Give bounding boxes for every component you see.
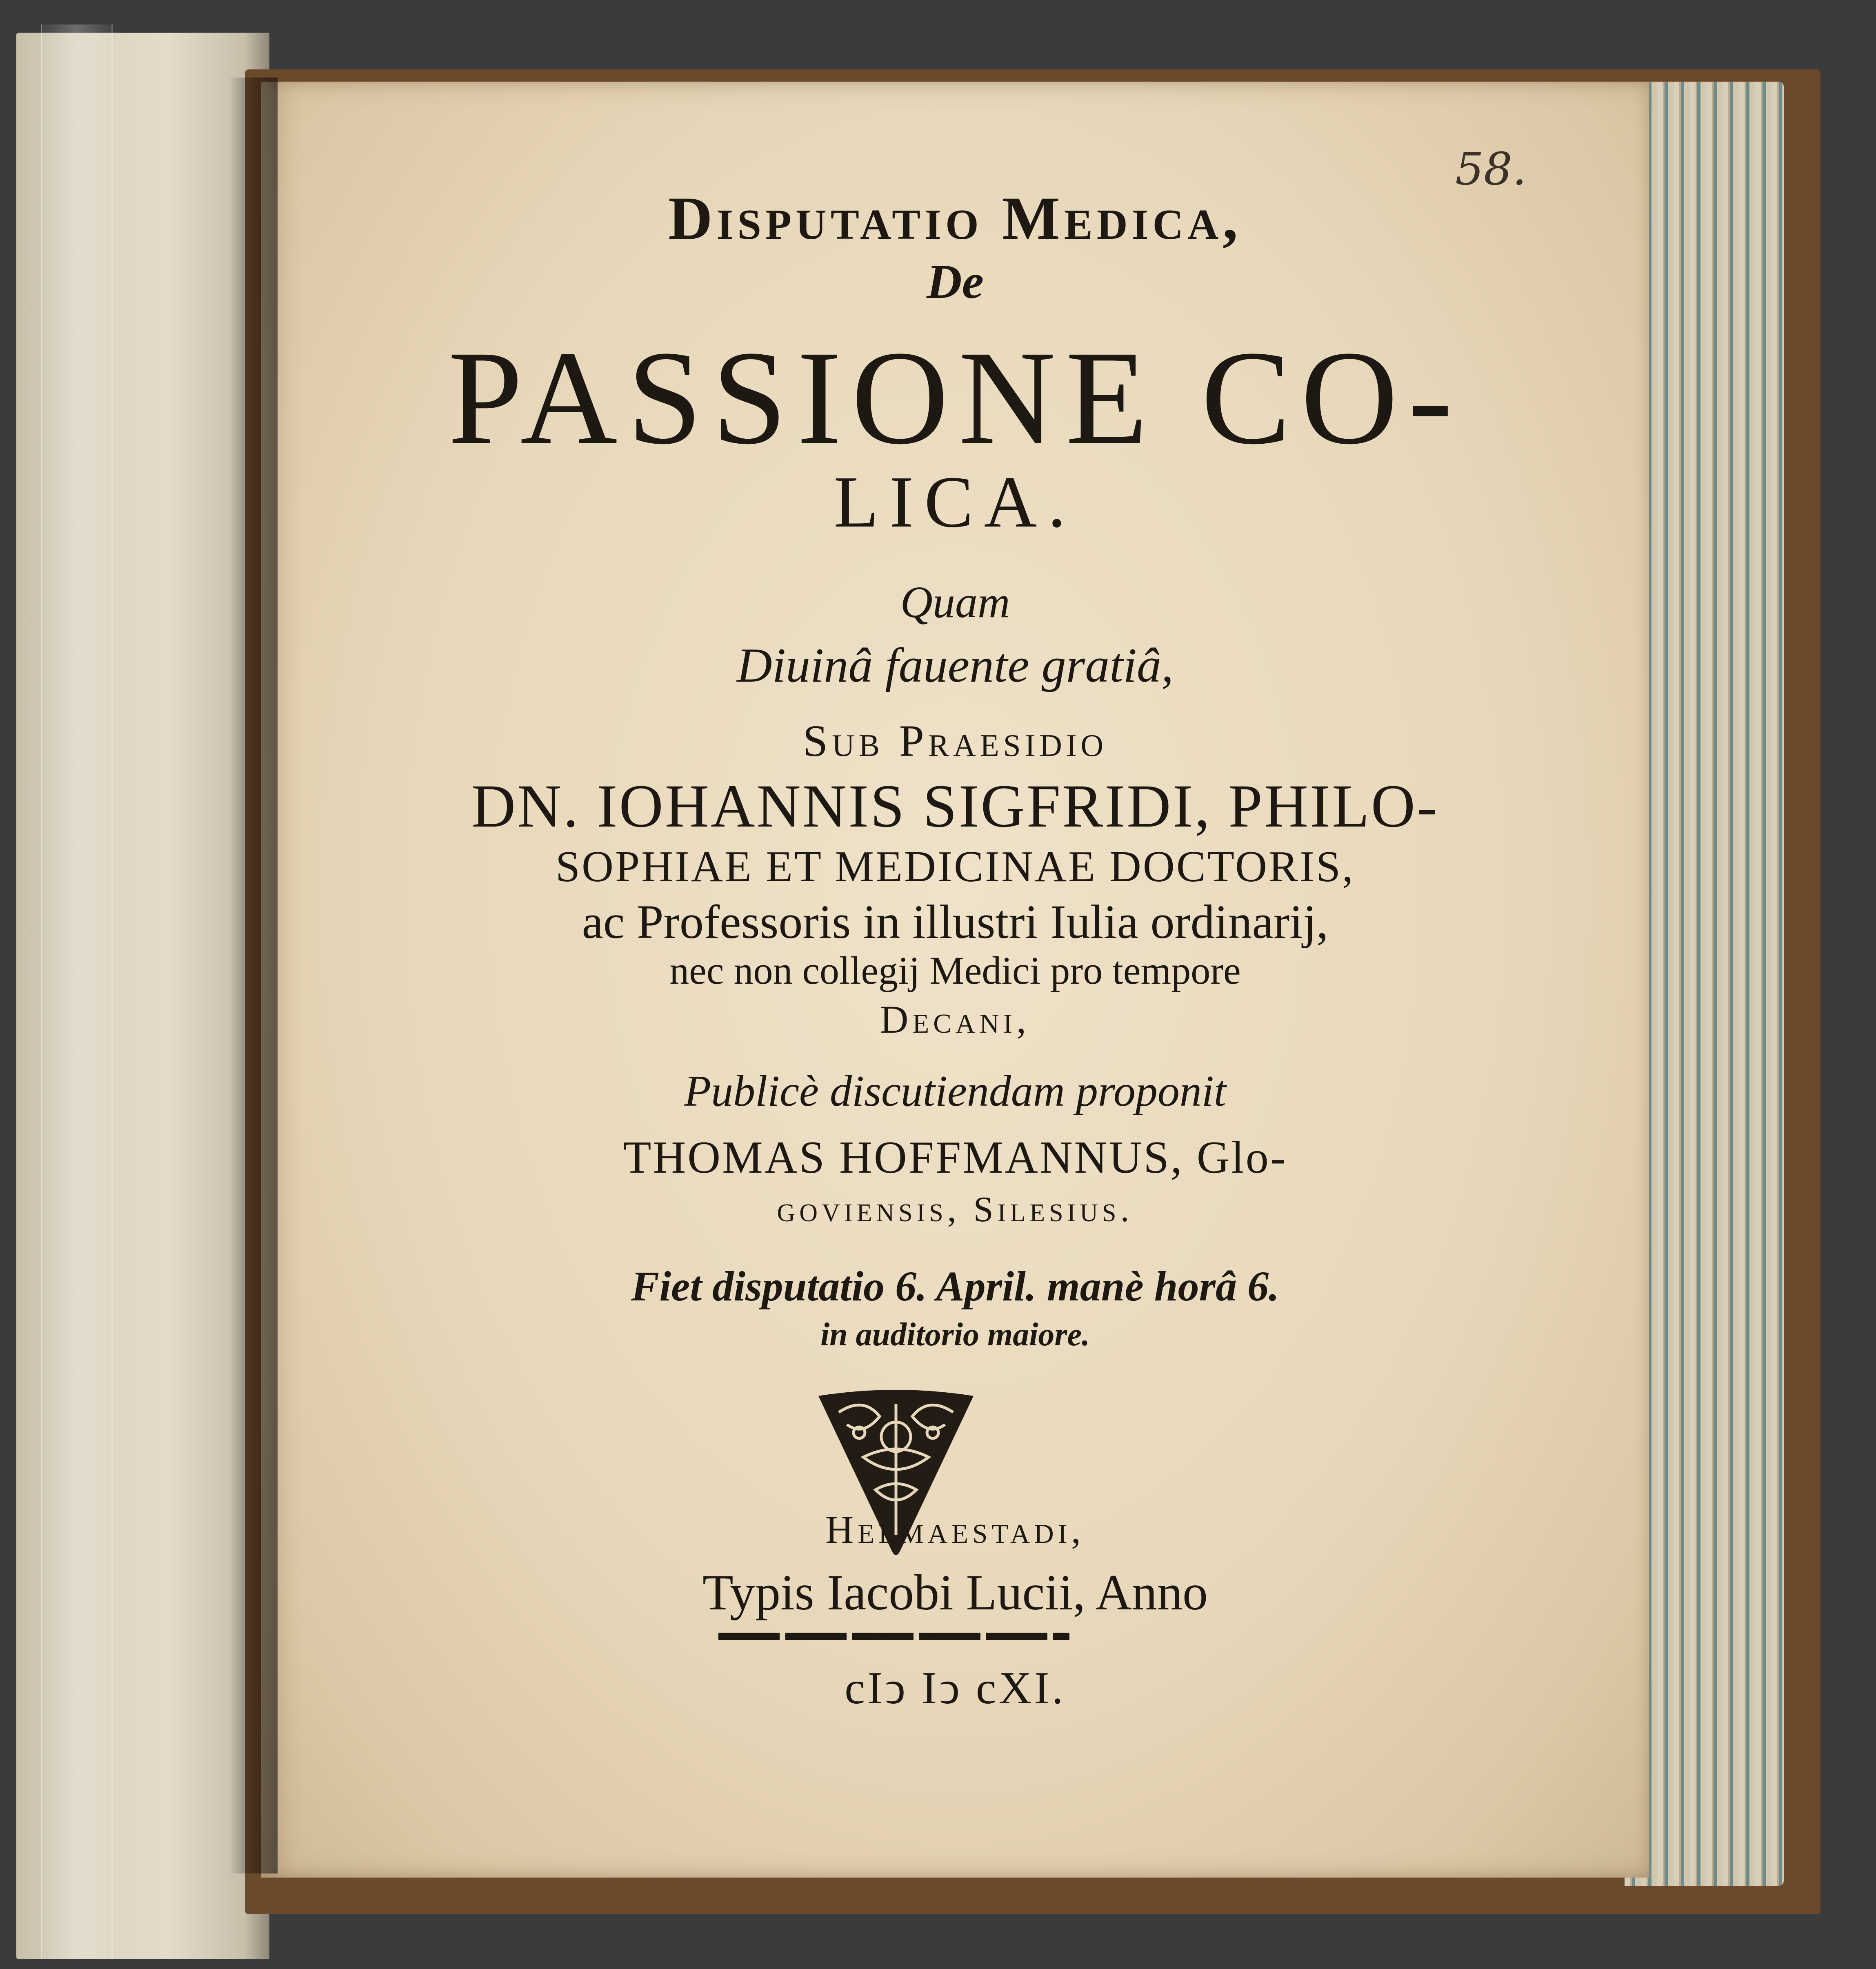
praeses-line1: DN. IOHANNIS SIGFRIDI, PHILO- — [471, 772, 1439, 840]
page-number: 58. — [1455, 143, 1527, 195]
praeses-line3: ac Professoris in illustri Iulia ordinarij, — [582, 895, 1329, 949]
heading-disputatio: Disputatio Medica, — [668, 184, 1242, 252]
double-rule — [718, 1633, 1069, 1640]
imprint-place: Helmaestadi, — [825, 1508, 1085, 1551]
support-strip — [41, 24, 113, 1959]
respondent-line2: goviensis, Silesius. — [777, 1190, 1134, 1229]
fiet-line2: in auditorio maiore. — [820, 1317, 1090, 1353]
main-title-line2: LICA. — [834, 461, 1077, 542]
imprint-printer: Typis Iacobi Lucii, Anno — [702, 1565, 1208, 1620]
quam-line: Quam — [900, 577, 1010, 627]
fiet-line1: Fiet disputatio 6. April. manè horâ 6. — [631, 1263, 1280, 1310]
imprint-year: cIↄ Iↄ cXI. — [845, 1663, 1066, 1713]
title-page — [261, 82, 1649, 1878]
praeses-line2: SOPHIAE ET MEDICINAE DOCTORIS, — [555, 842, 1355, 891]
gutter-shadow — [229, 78, 278, 1873]
praeses-line5: Decani, — [880, 998, 1031, 1041]
publice-line: Publicè discutiendam proponit — [684, 1067, 1226, 1116]
divina-line: Diuinâ fauente gratiâ, — [737, 638, 1174, 692]
main-title-line1: PASSIONE CO- — [448, 323, 1463, 472]
sub-praesidio: Sub Praesidio — [802, 716, 1108, 766]
heading-de: De — [927, 254, 984, 309]
praeses-line4: nec non collegij Medici pro tempore — [669, 949, 1241, 992]
respondent-line1: THOMAS HOFFMANNUS, Glo- — [623, 1132, 1287, 1183]
